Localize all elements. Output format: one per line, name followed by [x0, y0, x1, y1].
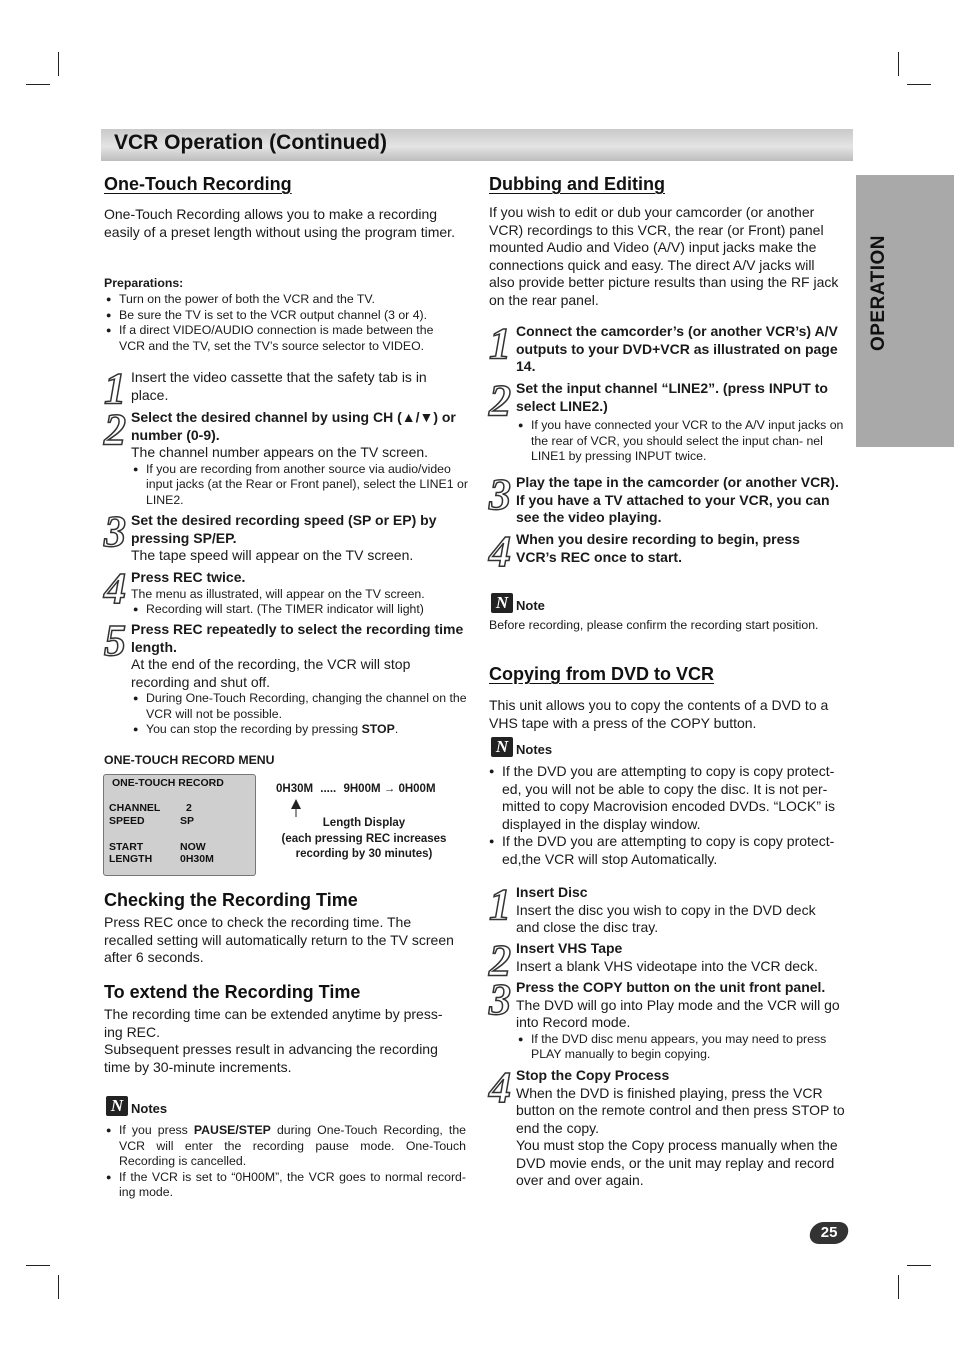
step-text: Insert the video cassette that the safety tab is in place. [131, 369, 427, 403]
bullet-end: . [394, 722, 399, 736]
notes-header [491, 737, 552, 757]
step-title: Insert Disc [516, 884, 588, 900]
one-touch-osd-screen [103, 774, 256, 876]
length-value: 0H30M [276, 783, 314, 795]
step-block [131, 569, 466, 618]
step-text: At the end of the recording, the VCR will stop recording and shut off. [131, 656, 411, 690]
crop-mark [907, 1265, 931, 1266]
osd-length-value: 0H30M [180, 853, 214, 865]
dubbing-heading: Dubbing and Editing [489, 174, 665, 194]
step-number: 2 [489, 376, 511, 425]
step-number: 3 [489, 975, 511, 1024]
step-text: You must stop the Copy process manually when the DVD movie ends, or the unit may replay and record over and over again. [516, 1137, 838, 1188]
checking-heading: Checking the Recording Time [104, 890, 358, 910]
step-number: 2 [104, 405, 126, 454]
list-item: ● Turn on the power of both the VCR and the TV. [106, 292, 458, 308]
step-block [516, 380, 846, 465]
step-text: When the DVD is finished playing, press the VCR button on the remote control and then press STOP to end the copy. [516, 1084, 845, 1136]
dubbing-intro: If you wish to edit or dub your camcorder (or another VCR) recordings to this VCR, the rear (or Front) panel mounted Audio and Video (A/V) input jacks make the connections quick and easy. The direct A/V jacks will also provide better picture results than using the RF jack on the rear panel. [489, 204, 839, 308]
note-label: Note [516, 598, 545, 613]
note-text: If you press [119, 1123, 194, 1137]
notes-label: Notes [516, 742, 553, 757]
note-header [491, 593, 545, 613]
osd-speed-label: SPEED [109, 815, 145, 827]
step-text: Insert a blank VHS videotape into the VCR deck. [516, 957, 818, 974]
note-text: Before recording, please confirm the recording start position. [489, 618, 819, 632]
copying-intro: This unit allows you to copy the contents of a DVD to a VHS tape with a press of the COPY button. [489, 697, 829, 731]
step-title: Set the desired recording speed (SP or EP) by pressing SP/EP. [131, 512, 437, 546]
notes-list [489, 763, 851, 868]
step-title: Play the tape in the camcorder (or another VCR). If you have a TV attached to your VCR, you can see the video playing. [516, 474, 839, 525]
step-title: Set the input channel “LINE2”. (press INPUT to select LINE2.) [516, 380, 828, 414]
page-number-badge [808, 1222, 851, 1244]
length-dots: ..... [320, 783, 337, 795]
step-text: The DVD will go into Play mode and the VCR will go into Record mode. [516, 996, 840, 1030]
list-item: ● Be sure the TV is set to the VCR output channel (3 or 4). [106, 308, 458, 324]
list-item [133, 722, 468, 738]
length-sequence [276, 783, 436, 795]
copying-heading: Copying from DVD to VCR [489, 664, 714, 684]
step-text: The tape speed will appear on the TV screen. [131, 547, 414, 563]
note-icon: N [106, 1096, 128, 1116]
crop-mark [898, 52, 899, 76]
step-block [131, 409, 468, 508]
step-title: Press REC twice. [131, 569, 246, 585]
title-bar [101, 129, 853, 161]
osd-length-label: LENGTH [109, 853, 153, 865]
length-caption [266, 816, 462, 863]
extend-text: Subsequent presses result in advancing the recording time by 30-minute increments. [104, 1041, 438, 1075]
section-side-tab [856, 175, 954, 447]
step-block [516, 940, 846, 975]
checking-text: Press REC once to check the recording time. The recalled setting will automatically return to the TV screen after 6 seconds. [104, 914, 454, 965]
one-touch-intro: One-Touch Recording allows you to make a recording easily of a preset length without using the program timer. [104, 206, 455, 240]
side-tab-label: OPERATION [868, 235, 889, 352]
step-number: 1 [489, 880, 511, 929]
stop-keyword: STOP [361, 722, 395, 736]
extend-text: The recording time can be extended anytime by press- ing REC. [104, 1006, 443, 1040]
bullet-text: You can stop the recording by pressing [146, 722, 362, 736]
menu-heading: ONE-TOUCH RECORD MENU [104, 753, 275, 767]
one-touch-heading: One-Touch Recording [104, 174, 292, 194]
step-number: 4 [104, 564, 126, 613]
step-block [516, 884, 836, 937]
note-icon: N [491, 593, 513, 613]
list-item: ● During One-Touch Recording, changing the channel on the VCR will not be possible. [133, 691, 468, 722]
crop-mark [58, 52, 59, 76]
step-number: 4 [489, 1063, 511, 1112]
crop-mark [26, 1265, 50, 1266]
length-value: 9H00M [343, 783, 381, 795]
step-text: The menu as illustrated, will appear on the TV screen. [131, 586, 425, 601]
step-title: Press REC repeatedly to select the recording time length. [131, 621, 464, 655]
caption-line: recording by 30 minutes) [295, 848, 433, 860]
osd-speed-value: SP [180, 815, 195, 827]
step-number: 5 [104, 616, 126, 665]
step-number: 1 [104, 364, 126, 413]
crop-mark [907, 84, 931, 85]
preparations-heading: Preparations: [104, 276, 184, 290]
osd-start-value: NOW [180, 841, 206, 853]
step-number: 3 [104, 507, 126, 556]
extend-heading: To extend the Recording Time [104, 982, 361, 1002]
step-title: Stop the Copy Process [516, 1067, 670, 1083]
preparations-list [106, 292, 458, 354]
crop-mark [58, 1275, 59, 1299]
step-title: Press the COPY button on the unit front panel. [516, 979, 826, 995]
list-item: ● If the DVD disc menu appears, you may need to press PLAY manually to begin copying. [518, 1032, 846, 1063]
notes-label: Notes [131, 1101, 168, 1116]
step-number: 1 [489, 319, 511, 368]
step-text: The channel number appears on the TV screen. [131, 444, 429, 460]
step-block [516, 1067, 854, 1190]
osd-title: ONE-TOUCH RECORD [112, 777, 224, 789]
step-title: Insert VHS Tape [516, 940, 623, 956]
notes-list [106, 1123, 466, 1201]
list-item: ● If you have connected your VCR to the A/V input jacks on the rear of VCR, you should select the input chan- nel LINE1 by pressing INPUT twice. [518, 418, 846, 465]
step-block [516, 979, 846, 1063]
step-title: When you desire recording to begin, press VCR’s REC once to start. [516, 531, 800, 565]
crop-mark [26, 84, 50, 85]
list-item: ● If the VCR is set to “0H00M”, the VCR goes to normal record- ing mode. [106, 1170, 466, 1201]
note-icon: N [491, 737, 513, 757]
step-block [131, 621, 468, 738]
page-number: 25 [820, 1224, 838, 1241]
step-number: 2 [489, 936, 511, 985]
list-item: ● If the DVD you are attempting to copy is copy protect- ed, you will not be able to copy the disc. It is not per- mitted to copy Macrovision encoded DVDs. “LOCK” is displayed in the display window. [489, 763, 851, 833]
list-item: ● Recording will start. (The TIMER indicator will light) [133, 602, 466, 618]
caption-line: (each pressing REC increases [281, 832, 447, 845]
step-number: 4 [489, 527, 511, 576]
step-title: Select the desired channel by using CH (▲/▼) or number (0-9). [131, 409, 456, 443]
list-item [106, 1123, 466, 1170]
step-title: Connect the camcorder’s (or another VCR’s) A/V outputs to your DVD+VCR as illustrated on page 14. [516, 323, 838, 374]
list-item: ● If the DVD you are attempting to copy is copy protect- ed,the VCR will stop Automatically. [489, 833, 851, 868]
crop-mark [898, 1275, 899, 1299]
caption-line: Length Display [322, 817, 406, 829]
page-title: VCR Operation (Continued) [114, 131, 387, 154]
arrow-right-icon: → [383, 783, 396, 795]
step-number: 3 [489, 470, 511, 519]
osd-channel-value: 2 [186, 802, 192, 814]
osd-channel-label: CHANNEL [109, 802, 161, 814]
list-item: ● If you are recording from another source via audio/video input jacks (at the Rear or Front panel), select the LINE1 or LINE2. [133, 462, 468, 509]
step-text: Insert the disc you wish to copy in the DVD deck and close the disc tray. [516, 901, 816, 935]
notes-header [106, 1096, 167, 1116]
note-bold: PAUSE/STEP [193, 1123, 271, 1137]
arrow-up-icon [289, 799, 303, 817]
osd-start-label: START [109, 841, 144, 853]
note-text: during One-Touch Recording, the VCR will enter the recording pause mode. One-Touch Recording is cancelled. [119, 1123, 466, 1168]
length-value: 0H00M [398, 783, 436, 795]
step-block [131, 512, 466, 565]
list-item: ● If a direct VIDEO/AUDIO connection is made between the VCR and the TV, set the TV’s source selector to VIDEO. [106, 323, 458, 354]
